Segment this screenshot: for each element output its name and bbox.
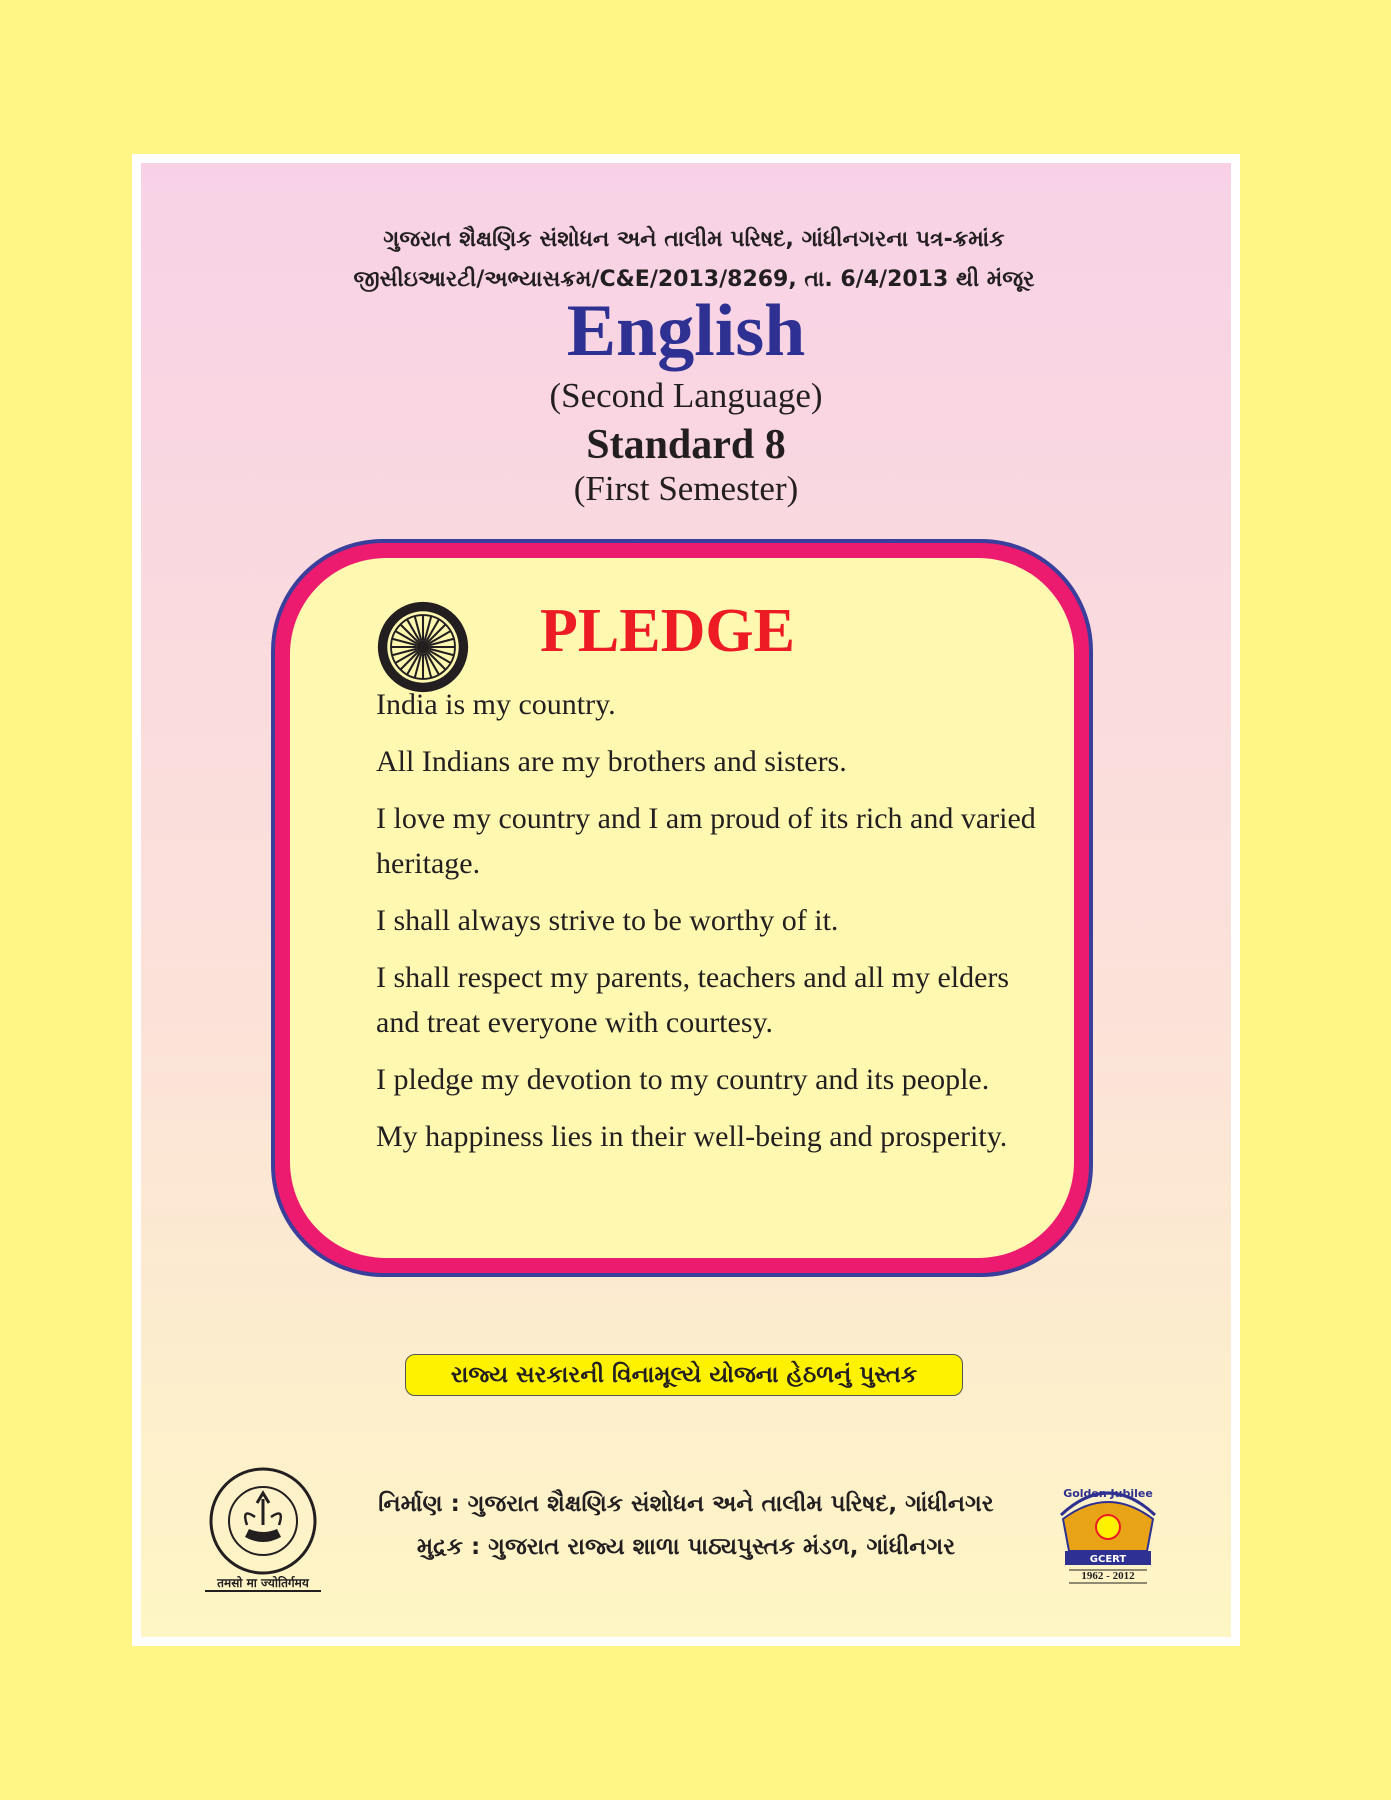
pledge-line: I pledge my devotion to my country and its people. — [376, 1063, 990, 1096]
standard-label: Standard 8 — [586, 422, 786, 468]
pledge-border — [275, 543, 1089, 1273]
logo-years: 1962 - 2012 — [1081, 1570, 1135, 1582]
semester-label: (First Semester) — [573, 469, 799, 508]
pledge-panel — [290, 558, 1074, 1258]
pledge-title: PLEDGE — [540, 597, 795, 665]
logo-gcert: GCERT — [1089, 1554, 1127, 1565]
book-title: English — [566, 290, 806, 372]
pledge-line: I love my country and I am proud of its rich and varied heritage. — [376, 802, 1036, 880]
pledge-box — [271, 539, 1093, 1277]
pledge-line: I shall always strive to be worthy of it. — [376, 904, 839, 937]
logo-golden-jubilee: Golden Jubilee — [1063, 1487, 1153, 1500]
cover-page — [141, 163, 1231, 1637]
gcert-golden-jubilee-logo-icon — [1047, 1475, 1169, 1587]
pledge-line: India is my country. — [376, 688, 616, 721]
pledge-lines — [376, 682, 1046, 1171]
pledge-line: I shall respect my parents, teachers and all my elders and treat everyone with courtesy. — [376, 961, 1010, 1039]
approval-line-2: જીસીઇઆરટી/અભ્યાસક્રમ/C&E/2013/8269, તા. 6/4/2013 થી મંજૂર — [353, 267, 1035, 292]
approval-notice — [141, 220, 1231, 300]
pledge-line: All Indians are my brothers and sisters. — [376, 745, 847, 778]
logo-motto: तमसो मा ज्योतिर्गमय — [217, 1576, 309, 1590]
book-subtitle: (Second Language) — [549, 376, 823, 415]
producer-credit: નિર્માણ : ગુજરાત શૈક્ષણિક સંશોધન અને તાલીમ પરિષદ, ગાંધીનગર — [378, 1491, 994, 1517]
ashoka-chakra-icon — [376, 600, 470, 694]
printer-credit: મુદ્રક : ગુજરાત રાજ્ય શાળા પાઠ્યપુસ્તક મંડળ, ગાંધીનગર — [416, 1534, 956, 1560]
pledge-line: My happiness lies in their well-being and prosperity. — [376, 1120, 1008, 1153]
approval-line-1: ગુજરાત શૈક્ષણિક સંશોધન અને તાલીમ પરિષદ, ગાંધીનગરના પત્ર-ક્રમાંક — [383, 227, 1005, 252]
free-scheme-badge: રાજ્ય સરકારની વિનામૂલ્યે યોજના હેઠળનું પુસ્તક — [405, 1354, 963, 1396]
